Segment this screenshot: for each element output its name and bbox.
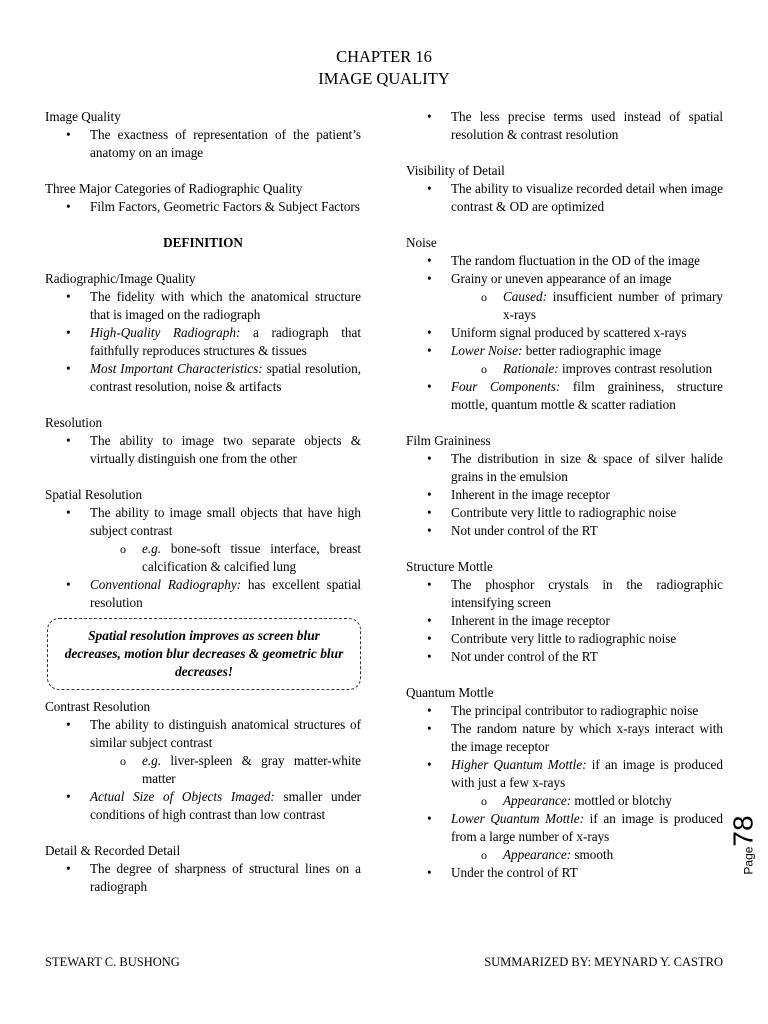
sub-bullet-item <box>451 792 723 810</box>
bullet-item <box>45 360 361 396</box>
term-text: bone-soft tissue interface, breast calcification & calcified lung <box>142 541 361 574</box>
bullet-item: • Under the control of RT <box>406 864 723 882</box>
section-title: Resolution <box>45 415 103 430</box>
term-label: e.g. <box>142 753 162 768</box>
section-structure-mottle <box>406 558 723 666</box>
page-number: 78 <box>727 815 759 847</box>
section-spatial-resolution <box>45 486 361 612</box>
section-title: Film Graininess <box>406 433 491 448</box>
bullet-item <box>45 504 361 576</box>
sub-bullet-item <box>451 360 723 378</box>
section-quantum-mottle <box>406 684 723 882</box>
term-text: better radiographic image <box>522 343 662 358</box>
bullet-item <box>45 716 361 788</box>
bullet-item: • Film Factors, Geometric Factors & Subject Factors <box>45 198 361 216</box>
bullet-item: • The random fluctuation in the OD of the image <box>406 252 723 270</box>
bullet-item: • Contribute very little to radiographic noise <box>406 504 723 522</box>
term-text: spatial resolution, contrast resolution, noise & artifacts <box>90 361 361 394</box>
bullet-item: • The exactness of representation of the patient’s anatomy on an image <box>45 126 361 162</box>
bullet-item: • The distribution in size & space of silver halide grains in the emulsion <box>406 450 723 486</box>
section-title: Three Major Categories of Radiographic Quality <box>45 181 303 196</box>
section-resolution <box>45 414 361 468</box>
left-column <box>45 108 361 896</box>
section-title: Quantum Mottle <box>406 685 494 700</box>
bullet-text: The ability to image small objects that have high subject contrast <box>90 505 361 538</box>
section-visibility <box>406 162 723 216</box>
term-label: Actual Size of Objects Imaged: <box>90 789 275 804</box>
bullet-text: The ability to distinguish anatomical structures of similar subject contrast <box>90 717 361 750</box>
section-image-quality <box>45 108 361 162</box>
section-detail <box>45 842 361 896</box>
term-label: Lower Noise: <box>451 343 523 358</box>
term-text: a radiograph that faithfully reproduces structures & tissues <box>90 325 361 358</box>
term-label: Lower Quantum Mottle: <box>451 811 584 826</box>
term-label: Most Important Characteristics: <box>90 361 263 376</box>
term-text: mottled or blotchy <box>571 793 672 808</box>
term-text: smooth <box>571 847 614 862</box>
section-title: Radiographic/Image Quality <box>45 271 196 286</box>
term-label: Appearance: <box>503 847 572 862</box>
bullet-item <box>45 788 361 824</box>
bullet-item: • The ability to image two separate objects & virtually distinguish one from the other <box>45 432 361 468</box>
section-film-graininess <box>406 432 723 540</box>
bullet-item <box>406 810 723 864</box>
footer-summarizer: SUMMARIZED BY: MEYNARD Y. CASTRO <box>484 955 723 969</box>
page-number-marker <box>726 815 766 875</box>
section-rad-quality <box>45 270 361 396</box>
bullet-item <box>45 576 361 612</box>
bullet-item: • Uniform signal produced by scattered x-rays <box>406 324 723 342</box>
chapter-title: IMAGE QUALITY <box>318 69 450 88</box>
bullet-item: • Inherent in the image receptor <box>406 612 723 630</box>
term-text: if an image is produced from a large number of x-rays <box>451 811 723 844</box>
bullet-item: • The principal contributor to radiographic noise <box>406 702 723 720</box>
chapter-header <box>0 46 768 90</box>
term-text: smaller under conditions of high contrast than low contrast <box>90 789 362 822</box>
term-label: Higher Quantum Mottle: <box>451 757 587 772</box>
term-text: if an image is produced with just a few x-rays <box>451 757 723 790</box>
page-label: Page <box>741 846 756 875</box>
term-text: improves contrast resolution <box>558 361 713 376</box>
term-label: e.g. <box>142 541 162 556</box>
bullet-item: • Not under control of the RT <box>406 648 723 666</box>
section-title: Contrast Resolution <box>45 699 151 714</box>
term-text: film graininess, structure mottle, quantum mottle & scatter radiation <box>451 379 723 412</box>
section-contrast-resolution <box>45 698 361 824</box>
definition-heading: DEFINITION <box>163 235 243 250</box>
sub-bullet-item <box>90 540 361 576</box>
section-title: Noise <box>406 235 437 250</box>
sub-bullet-item <box>451 846 723 864</box>
callout-box: Spatial resolution improves as screen blur decreases, motion blur decreases & geometric blur decreases! <box>47 618 361 690</box>
bullet-text: Grainy or uneven appearance of an image <box>451 271 672 286</box>
section-title: Spatial Resolution <box>45 487 143 502</box>
section-noise <box>406 234 723 414</box>
chapter-number: CHAPTER 16 <box>336 47 432 66</box>
section-three-major <box>45 180 361 216</box>
term-text: insufficient number of primary x-rays <box>503 289 723 322</box>
term-label: High-Quality Radiograph: <box>90 325 241 340</box>
bullet-item: • The random nature by which x-rays interact with the image receptor <box>406 720 723 756</box>
sub-bullet-item <box>90 752 361 788</box>
section-title: Image Quality <box>45 109 121 124</box>
footer-author: STEWART C. BUSHONG <box>45 955 180 969</box>
term-text: liver-spleen & gray matter-white matter <box>142 753 361 786</box>
bullet-item: • The phosphor crystals in the radiographic intensifying screen <box>406 576 723 612</box>
sub-bullet-item <box>451 288 723 324</box>
bullet-item: • The ability to visualize recorded detail when image contrast & OD are optimized <box>406 180 723 216</box>
bullet-item <box>406 378 723 414</box>
section-title: Detail & Recorded Detail <box>45 843 181 858</box>
term-label: Rationale: <box>503 361 559 376</box>
term-label: Conventional Radiography: <box>90 577 242 592</box>
bullet-item <box>406 270 723 324</box>
bullet-item: • The less precise terms used instead of spatial resolution & contrast resolution <box>406 108 723 144</box>
bullet-item: • The fidelity with which the anatomical structure that is imaged on the radiograph <box>45 288 361 324</box>
bullet-item <box>406 756 723 810</box>
term-label: Appearance: <box>503 793 572 808</box>
term-label: Four Components: <box>451 379 561 394</box>
bullet-item <box>406 342 723 378</box>
term-label: Caused: <box>503 289 547 304</box>
term-text: has excellent spatial resolution <box>90 577 361 610</box>
bullet-item: • Contribute very little to radiographic noise <box>406 630 723 648</box>
right-column <box>406 108 723 882</box>
bullet-item: • Inherent in the image receptor <box>406 486 723 504</box>
section-title: Visibility of Detail <box>406 163 505 178</box>
bullet-item: • The degree of sharpness of structural lines on a radiograph <box>45 860 361 896</box>
bullet-item <box>45 324 361 360</box>
section-title: Structure Mottle <box>406 559 493 574</box>
bullet-item: • Not under control of the RT <box>406 522 723 540</box>
